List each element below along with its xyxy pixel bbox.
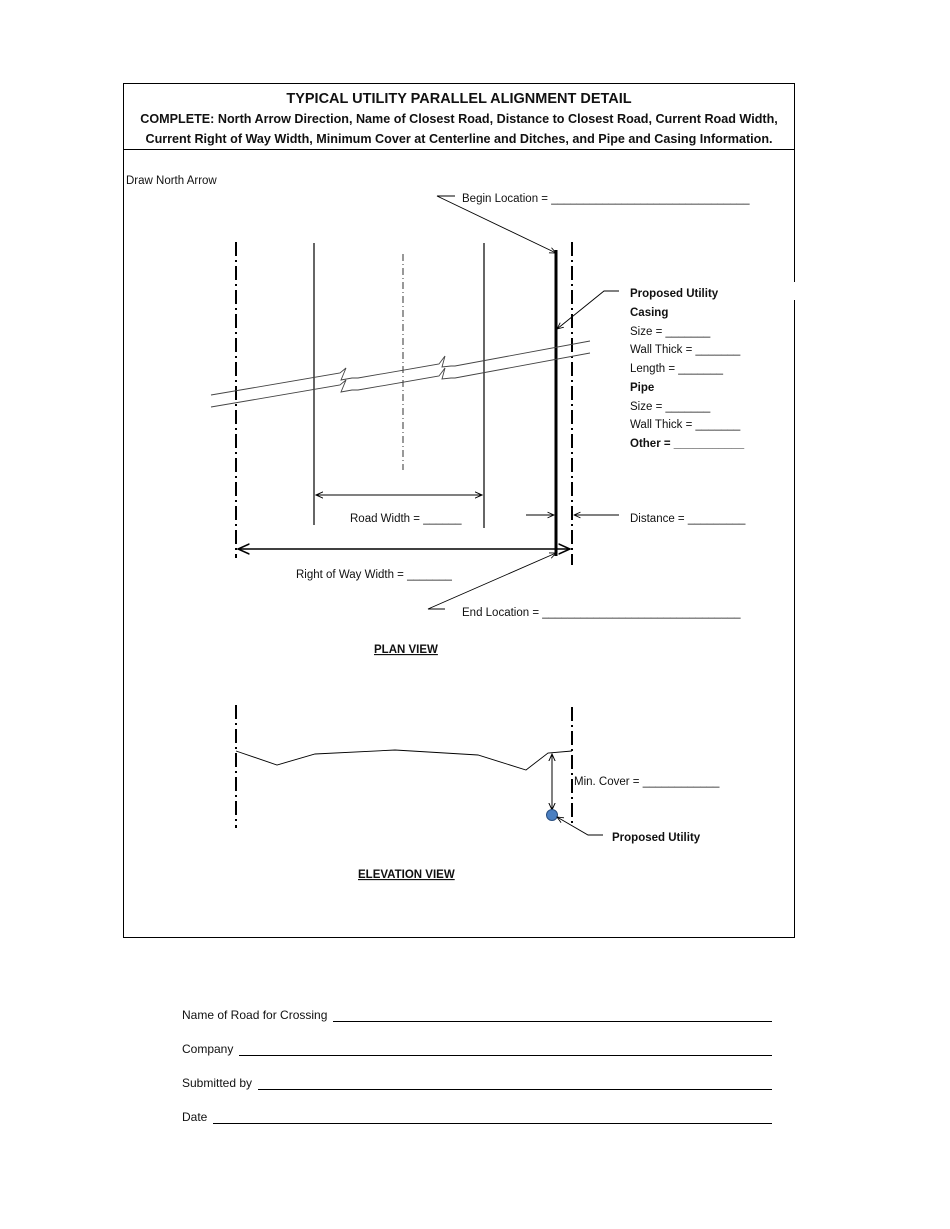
pipe-size: Size = _______	[630, 401, 711, 413]
plan-view-title: PLAN VIEW	[374, 644, 438, 656]
instructions-line-1: COMPLETE: North Arrow Direction, Name of Closest Road, Distance to Closest Road, Current Road Width,	[140, 112, 778, 126]
north-arrow-label: Draw North Arrow	[126, 175, 217, 187]
page-title: TYPICAL UTILITY PARALLEL ALIGNMENT DETAIL	[286, 91, 632, 107]
proposed-utility-dot	[547, 810, 558, 821]
date-field[interactable]	[182, 1109, 772, 1124]
casing-wall-thick: Wall Thick = _______	[630, 344, 741, 356]
date-line[interactable]	[213, 1109, 772, 1124]
utility-leader	[557, 291, 619, 329]
begin-location-label: Begin Location = _______________________________	[462, 193, 750, 205]
road-width-label: Road Width = ______	[350, 513, 462, 525]
end-leader	[428, 553, 556, 609]
instructions-line-2: Current Right of Way Width, Minimum Cover at Centerline and Ditches, and Pipe and Casing Information.	[145, 132, 773, 146]
distance-label: Distance = _________	[630, 513, 746, 525]
submitted-by-field[interactable]	[182, 1075, 772, 1090]
other-field: Other = ___________	[630, 438, 745, 450]
crossing-pipe	[211, 341, 590, 407]
road-name-label: Name of Road for Crossing	[182, 1008, 328, 1022]
submitted-by-line[interactable]	[258, 1075, 772, 1090]
submitted-by-label: Submitted by	[182, 1076, 253, 1090]
casing-length: Length = _______	[630, 363, 724, 375]
elevation-view-title: ELEVATION VIEW	[358, 869, 455, 881]
casing-size: Size = _______	[630, 326, 711, 338]
proposed-utility-heading: Proposed Utility	[630, 288, 719, 300]
ground-profile	[236, 750, 572, 770]
pipe-wall-thick: Wall Thick = _______	[630, 419, 741, 431]
elev-proposed-utility-label: Proposed Utility	[612, 832, 701, 844]
end-location-label: End Location = _______________________________	[462, 607, 741, 619]
casing-heading: Casing	[630, 307, 669, 319]
company-label: Company	[182, 1042, 234, 1056]
row-width-label: Right of Way Width = _______	[296, 569, 452, 581]
date-label: Date	[182, 1110, 208, 1124]
company-line[interactable]	[239, 1041, 772, 1056]
road-name-line[interactable]	[333, 1007, 772, 1022]
road-name-field[interactable]	[182, 1007, 772, 1022]
min-cover-label: Min. Cover = ____________	[574, 776, 720, 788]
pipe-heading: Pipe	[630, 382, 655, 394]
elev-utility-leader	[557, 817, 603, 835]
company-field[interactable]	[182, 1041, 772, 1056]
